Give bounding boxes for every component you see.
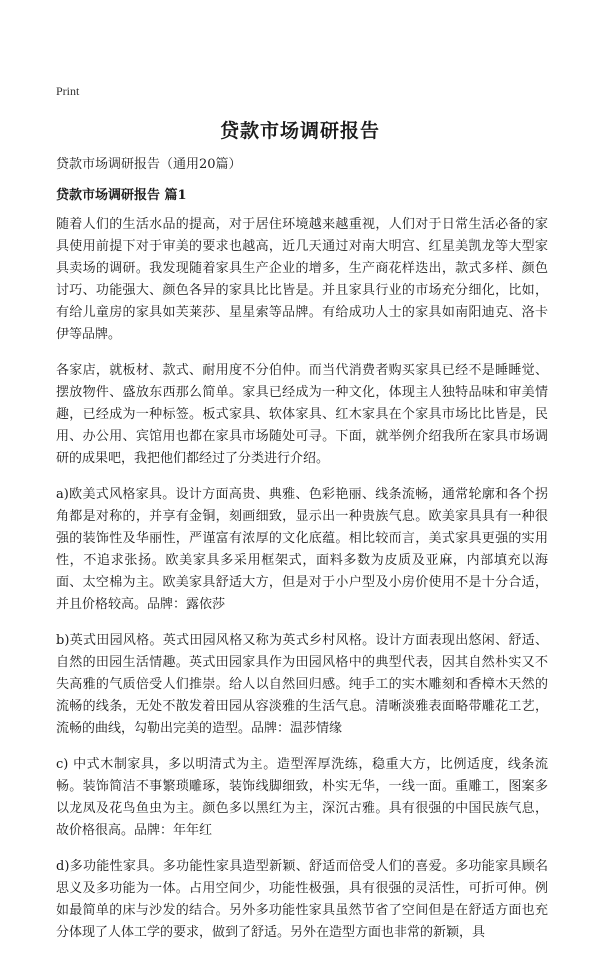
paragraph-chinese-wood-style: c) 中式木制家具，多以明清式为主。造型浑厚洗练，稳重大方，比例适度，线条流畅。装饰简洁不事繁琐雕琢，装饰线脚细致，朴实无华，一线一面。重雕工，图案多以龙凤及花鸟鱼虫为主。颜色多以黑红为主，深沉古雅。具有很强的中国民族气息，故价格很高。品牌：年年红: [56, 757, 548, 838]
paragraph-multifunctional: d)多功能性家具。多功能性家具造型新颖、舒适而倍受人们的喜爱。多功能家具顾名思义及多功能为一体。占用空间少，功能性极强，具有很强的灵活性，可折可伸。例如最简单的床与沙发的结合。另外多功能性家具虽然节省了空间但是在舒适方面也充分体现了人体工学的要求，做到了舒适。另外在造型方面也非常的新颖，具: [56, 859, 548, 940]
paragraph-euro-american-style: a)欧美式风格家具。设计方面高贵、典雅、色彩艳丽、线条流畅，通常轮廓和各个拐角都是对称的，并享有金铜，刻画细致，显示出一种贵族气息。欧美家具具有一种很强的装饰性及华丽性，严谨富有浓厚的文化底蕴。相比较而言，美式家具更强的实用性，不追求张扬。欧美家具多采用框架式，面料多数为皮质及亚麻，内部填充以海面、太空棉为主。欧美家具舒适大方，但是对于小户型及小房价使用不是十分合适，并且价格较高。品牌：露依莎: [56, 487, 548, 612]
document-subtitle: 贷款市场调研报告（通用20篇）: [56, 157, 242, 172]
print-label: Print: [56, 84, 80, 98]
section-heading: 贷款市场调研报告 篇1: [56, 188, 187, 203]
paragraph-english-country-style: b)英式田园风格。英式田园风格又称为英式乡村风格。设计方面表现出悠闲、舒适、自然的田园生活情趣。英式田园家具作为田园风格中的典型代表，因其自然朴实又不失高雅的气质倍受人们推崇。给人以自然回归感。纯手工的实木雕刻和香樟木天然的流畅的线条，无处不散发着田园从容淡雅的生活气息。清晰淡雅表面略带雕花工艺，流畅的曲线，勾勒出完美的造型。品牌：温莎情缘: [56, 633, 548, 736]
paragraph-intro: 随着人们的生活水品的提高，对于居住环境越来越重视，人们对于日常生活必备的家具使用前提下对于审美的要求也越高，近几天通过对南大明宫、红星美凯龙等大型家具卖场的调研。我发现随着家具生产企业的增多，生产商花样迭出，款式多样、颜色讨巧、功能强大、颜色各异的家具比比皆是。并且家具行业的市场充分细化，比如，有给儿童房的家具如芙莱莎、星星索等品牌。有给成功人士的家具如南阳迪克、洛卡伊等品牌。: [56, 217, 548, 342]
document-title: 贷款市场调研报告: [219, 120, 380, 142]
paragraph-market-overview: 各家店，就板材、款式、耐用度不分伯仲。而当代消费者购买家具已经不是睡睡觉、摆放物件、盛放东西那么简单。家具已经成为一种文化，体现主人独特品味和审美情趣，已经成为一种标签。板式家具、软体家具、红木家具在个家具市场比比皆是，民用、办公用、宾馆用也都在家具市场随处可寻。下面，就举例介绍我所在家具市场调研的成果吧，我把他们都经过了分类进行介绍。: [56, 363, 548, 466]
document-body: [56, 214, 548, 958]
